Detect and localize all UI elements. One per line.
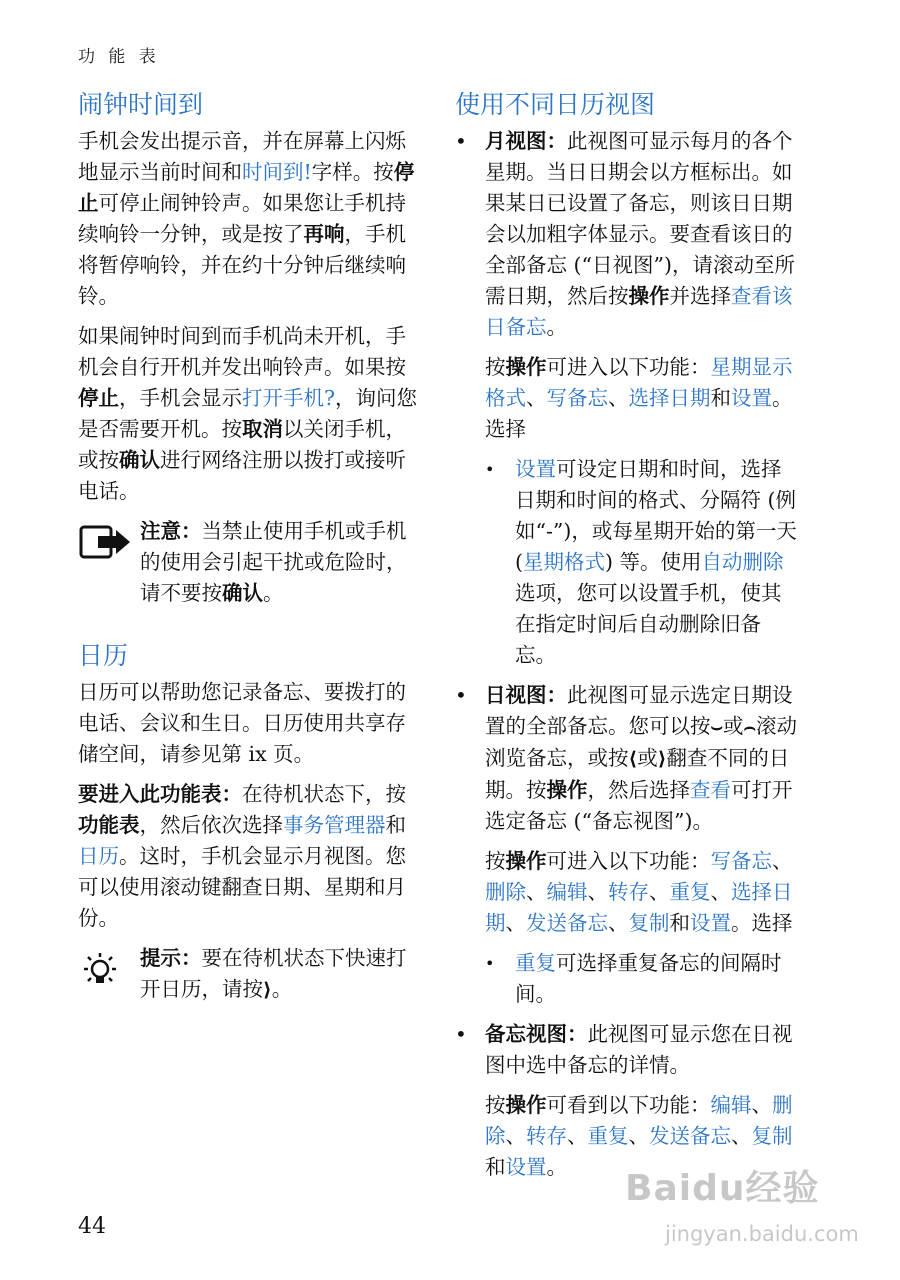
text-run: 按 [485, 1093, 506, 1117]
text-run: 或 [723, 714, 744, 738]
key-label: 确认 [119, 448, 160, 472]
text-run: 、 [772, 849, 793, 873]
menu-term: 自动删除 [701, 550, 784, 574]
key-label: 停止 [78, 160, 415, 215]
menu-term: 重复 [669, 880, 711, 904]
menu-term: 转存 [608, 880, 649, 904]
key-label: 操作 [505, 355, 547, 379]
text-run: 和 [485, 1155, 506, 1179]
menu-term: 复制 [751, 1124, 793, 1148]
view-bullet-item [455, 680, 800, 1010]
text-run: 手机会发出提示音，并在屏幕上闪烁地显示当前时间和 [78, 129, 406, 184]
text-run: 可打开选定备忘 (“备忘视图”)。 [485, 778, 793, 833]
text-run: 此视图可显示您在日视图中选中备忘的详情。 [485, 1022, 793, 1077]
key-label: 日视图： [485, 683, 567, 707]
page-number: 44 [78, 1214, 106, 1239]
views-heading: 使用不同日历视图 [455, 90, 656, 119]
menu-term: 事务管理器 [283, 813, 386, 837]
text-run: 、 [505, 911, 526, 935]
text-run: 进行网络注册以拨打或接听电话。 [78, 448, 406, 503]
text-run: 、 [710, 880, 731, 904]
text-run: 按 [485, 849, 506, 873]
menu-term: 设置 [515, 457, 556, 481]
menu-term: 打开手机? [242, 386, 335, 410]
text-run: 按 [485, 355, 506, 379]
menu-term: 星期格式 [523, 550, 605, 574]
view-description [485, 1019, 800, 1081]
text-run: ，手机将暂停响铃，并在约十分钟后继续响铃。 [78, 222, 406, 308]
view-description [485, 126, 800, 343]
text-run: 可看到以下功能： [546, 1093, 711, 1117]
text-run: 在待机状态下，按 [242, 782, 406, 806]
bullet-dot: • [485, 460, 495, 479]
views-bullet-list [455, 126, 800, 1183]
text-run: 、 [608, 386, 629, 410]
key-label: 注意： [140, 519, 202, 543]
right-column [455, 88, 800, 1192]
key-label: 操作 [628, 284, 670, 308]
sub-bullet-item [485, 454, 800, 671]
text-run: 字样。按 [311, 160, 394, 184]
text-run: 或 [637, 746, 658, 770]
menu-term: 选择日期 [628, 386, 711, 410]
text-run: 选项，您可以设置手机，使其在指定时间后自动删除旧备忘。 [515, 581, 782, 667]
key-label: 操作 [505, 1093, 547, 1117]
running-header: 功 能 表 [78, 47, 160, 67]
text-run: 、 [628, 1124, 649, 1148]
menu-term: 复制 [628, 911, 670, 935]
text-run: 、 [526, 880, 547, 904]
menu-term: 设置 [690, 911, 731, 935]
text-run: 可设定日期和时间，选择日期和时间的格式、分隔符 (例如“-”)，或每星期开始的第一天 ( [515, 457, 797, 574]
sub-bullet-text [515, 948, 800, 1010]
text-run: 。选择 [485, 386, 793, 441]
menu-term: 删除 [485, 880, 526, 904]
menu-term: 发送备忘 [526, 911, 608, 935]
key-label: 取消 [242, 417, 283, 441]
text-run: 、 [649, 880, 670, 904]
view-bullet-item [455, 126, 800, 671]
text-run: 、 [505, 1124, 526, 1148]
lightbulb-icon [78, 943, 140, 1006]
text-run: 、 [608, 911, 629, 935]
text-run: ，然后选择 [587, 778, 690, 802]
left-column [78, 88, 423, 1016]
note-text [140, 516, 423, 609]
text-run: 、 [751, 1093, 772, 1117]
key-label: 月视图： [485, 129, 567, 153]
note-box [78, 516, 423, 609]
text-run: 。 [263, 581, 284, 605]
text-run: 。 [271, 977, 293, 1001]
sub-bullet-list [485, 948, 800, 1010]
calendar-paragraph-1 [78, 677, 423, 770]
text-run: ，手机会显示 [119, 386, 242, 410]
sub-bullet-text [515, 454, 800, 671]
scroll-key-icon: ⌢ [743, 716, 757, 738]
menu-term: 设置 [505, 1155, 547, 1179]
key-label: 提示： [140, 946, 202, 970]
key-label: 备忘视图： [485, 1022, 588, 1046]
alarm-paragraph-1 [78, 126, 423, 312]
menu-term: 编辑 [710, 1093, 752, 1117]
text-run: 、 [731, 1124, 752, 1148]
text-run: 可停止闹钟铃声。如果您让手机持续响铃一分钟，或是按了 [78, 191, 406, 246]
menu-term: 星期显示格式 [485, 355, 793, 410]
text-run: 和 [385, 813, 406, 837]
key-label: 要进入此功能表： [78, 782, 242, 806]
calendar-heading: 日历 [78, 641, 129, 670]
watermark-logo-text: Baidu经验 [625, 1168, 820, 1209]
menu-term: 重复 [515, 951, 556, 975]
text-run: 此视图可显示每月的各个星期。当日日期会以方框标出。如果某日已设置了备忘，则该日日期会以加粗字体显示。要查看该日的全部备忘 (“日视图”)，请滚动至所需日期，然后按 [485, 129, 795, 308]
text-run: 以关闭手机，或按 [78, 417, 406, 472]
text-run: 并选择 [669, 284, 731, 308]
text-run: 。这时，手机会显示月视图。您可以使用滚动键翻查日期、星期和月份。 [78, 844, 406, 930]
tip-text [140, 943, 423, 1006]
text-run: ，然后依次选择 [139, 813, 283, 837]
menu-term: 重复 [587, 1124, 629, 1148]
bullet-dot: • [485, 954, 495, 973]
key-label: 确认 [222, 581, 263, 605]
key-label: 再响 [303, 222, 345, 246]
text-run: 、 [587, 880, 608, 904]
text-run: 此视图可显示选定日期设置的全部备忘。您可以按 [485, 683, 793, 738]
text-run: 。选择 [731, 911, 793, 935]
tip-box [78, 943, 423, 1006]
text-run: 可进入以下功能： [546, 355, 711, 379]
calendar-paragraph-2 [78, 779, 423, 934]
bullet-dot: • [455, 1022, 467, 1046]
text-run: ，询问您是否需要开机。按 [78, 386, 417, 441]
menu-term: 写备忘 [546, 386, 608, 410]
text-run: 和 [710, 386, 731, 410]
view-options [485, 846, 800, 939]
text-run: 当禁止使用手机或手机的使用会引起干扰或危险时，请不要按 [140, 519, 407, 605]
note-hand-icon [78, 516, 140, 609]
view-options [485, 352, 800, 445]
text-run: 翻查不同的日期。按 [485, 746, 790, 802]
watermark [605, 1150, 875, 1270]
menu-term: 设置 [731, 386, 772, 410]
text-run: 日历可以帮助您记录备忘、要拨打的电话、会议和生日。日历使用共享存储空间，请参见第 ix 页。 [78, 680, 406, 766]
menu-term: 日历 [78, 844, 119, 868]
calendar-section [78, 639, 423, 1006]
menu-term: 删除 [485, 1093, 793, 1148]
menu-term: 查看 [690, 778, 731, 802]
scroll-key-icon: ⟨ [628, 748, 638, 770]
text-run: 如果闹钟时间到而手机尚未开机，手机会自行开机并发出响铃声。如果按 [78, 324, 406, 379]
menu-term: 时间到! [242, 160, 312, 184]
text-run: 要在待机状态下快速打开日历，请按 [140, 946, 407, 1001]
key-label: 停止 [78, 386, 119, 410]
key-label: 功能表 [78, 813, 140, 837]
text-run: 和 [669, 911, 690, 935]
bullet-dot: • [455, 683, 467, 707]
scroll-key-icon: ⌣ [710, 716, 724, 738]
text-run: 、 [526, 386, 547, 410]
menu-term: 编辑 [546, 880, 588, 904]
view-description [485, 680, 800, 837]
sub-bullet-item [485, 948, 800, 1010]
key-label: 操作 [505, 849, 547, 873]
menu-term: 选择日期 [485, 880, 793, 935]
alarm-paragraph-2 [78, 321, 423, 507]
alarm-heading: 闹钟时间到 [78, 90, 204, 119]
key-label: 操作 [546, 778, 588, 802]
menu-term: 写备忘 [710, 849, 772, 873]
scroll-key-icon: ⟩ [263, 979, 272, 1001]
text-run: ) 等。使用 [605, 550, 702, 574]
text-run: 可选择重复备忘的间隔时间。 [515, 951, 782, 1006]
text-run: 。 [546, 315, 567, 339]
scroll-key-icon: ⟩ [657, 748, 667, 770]
watermark-url: jingyan.baidu.com [665, 1222, 859, 1246]
text-run: 可进入以下功能： [546, 849, 711, 873]
menu-term: 转存 [526, 1124, 567, 1148]
bullet-dot: • [455, 129, 467, 153]
text-run: 滚动浏览备忘，或按 [485, 714, 798, 770]
menu-term: 查看该日备忘 [485, 284, 793, 339]
text-run: 。 [546, 1155, 567, 1179]
sub-bullet-list [485, 454, 800, 671]
menu-term: 发送备忘 [649, 1124, 731, 1148]
text-run: 、 [567, 1124, 588, 1148]
